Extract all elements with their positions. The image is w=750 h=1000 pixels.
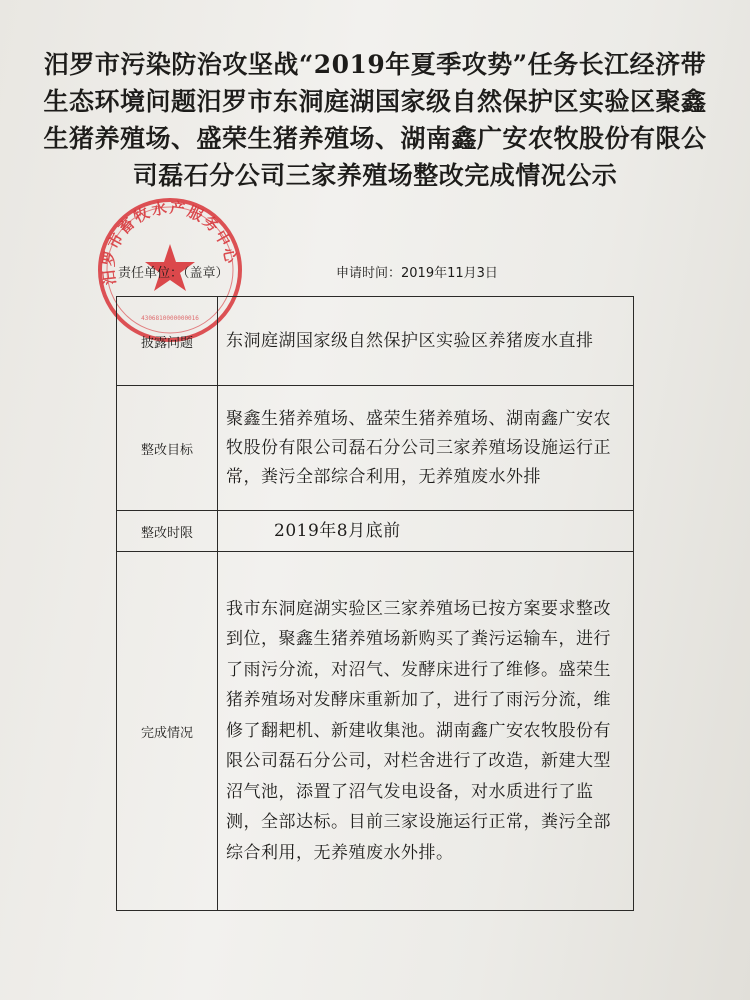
table-row bbox=[117, 552, 634, 911]
row-value: 东洞庭湖国家级自然保护区实验区养猪废水直排 bbox=[218, 297, 634, 386]
document-title: 汨罗市污染防治攻坚战“2019年夏季攻势”任务长江经济带生态环境问题汨罗市东洞庭湖国家级自然保护区实验区聚鑫生猪养殖场、盛荣生猪养殖场、湖南鑫广安农牧股份有限公司磊石分公司三家养殖场整改完成情况公示 bbox=[43, 50, 707, 190]
row-value: 聚鑫生猪养殖场、盛荣生猪养殖场、湖南鑫广安农牧股份有限公司磊石分公司三家养殖场设施运行正常，粪污全部综合利用，无养殖废水外排 bbox=[218, 386, 634, 511]
row-label: 整改时限 bbox=[117, 511, 218, 552]
responsible-unit: 责任单位：（盖章） bbox=[118, 266, 229, 281]
seal-text: 汨罗市畜牧水产服务中心 bbox=[99, 198, 241, 286]
application-date: 申请时间：2019年11月3日 bbox=[336, 266, 498, 281]
table-row bbox=[117, 511, 634, 552]
rectification-table bbox=[116, 296, 634, 911]
row-label: 披露问题 bbox=[117, 297, 218, 386]
row-label: 整改目标 bbox=[117, 386, 218, 511]
row-value: 我市东洞庭湖实验区三家养殖场已按方案要求整改到位，聚鑫生猪养殖场新购买了粪污运输车，进行了雨污分流，对沼气、发酵床进行了维修。盛荣生猪养殖场对发酵床重新加了，进行了雨污分流，维修了翻耙机、新建收集池。湖南鑫广安农牧股份有限公司磊石分公司，对栏舍进行了改造，新建大型沼气池，添置了沼气发电设备，对水质进行了监测，全部达标。目前三家设施运行正常，粪污全部综合利用，无养殖废水外排。 bbox=[218, 552, 634, 911]
table-row bbox=[117, 386, 634, 511]
svg-text:4306810000000016: 4306810000000016 bbox=[141, 315, 199, 322]
table-row bbox=[117, 297, 634, 386]
row-label: 完成情况 bbox=[117, 552, 218, 911]
row-value: 2019年8月底前 bbox=[218, 511, 634, 552]
